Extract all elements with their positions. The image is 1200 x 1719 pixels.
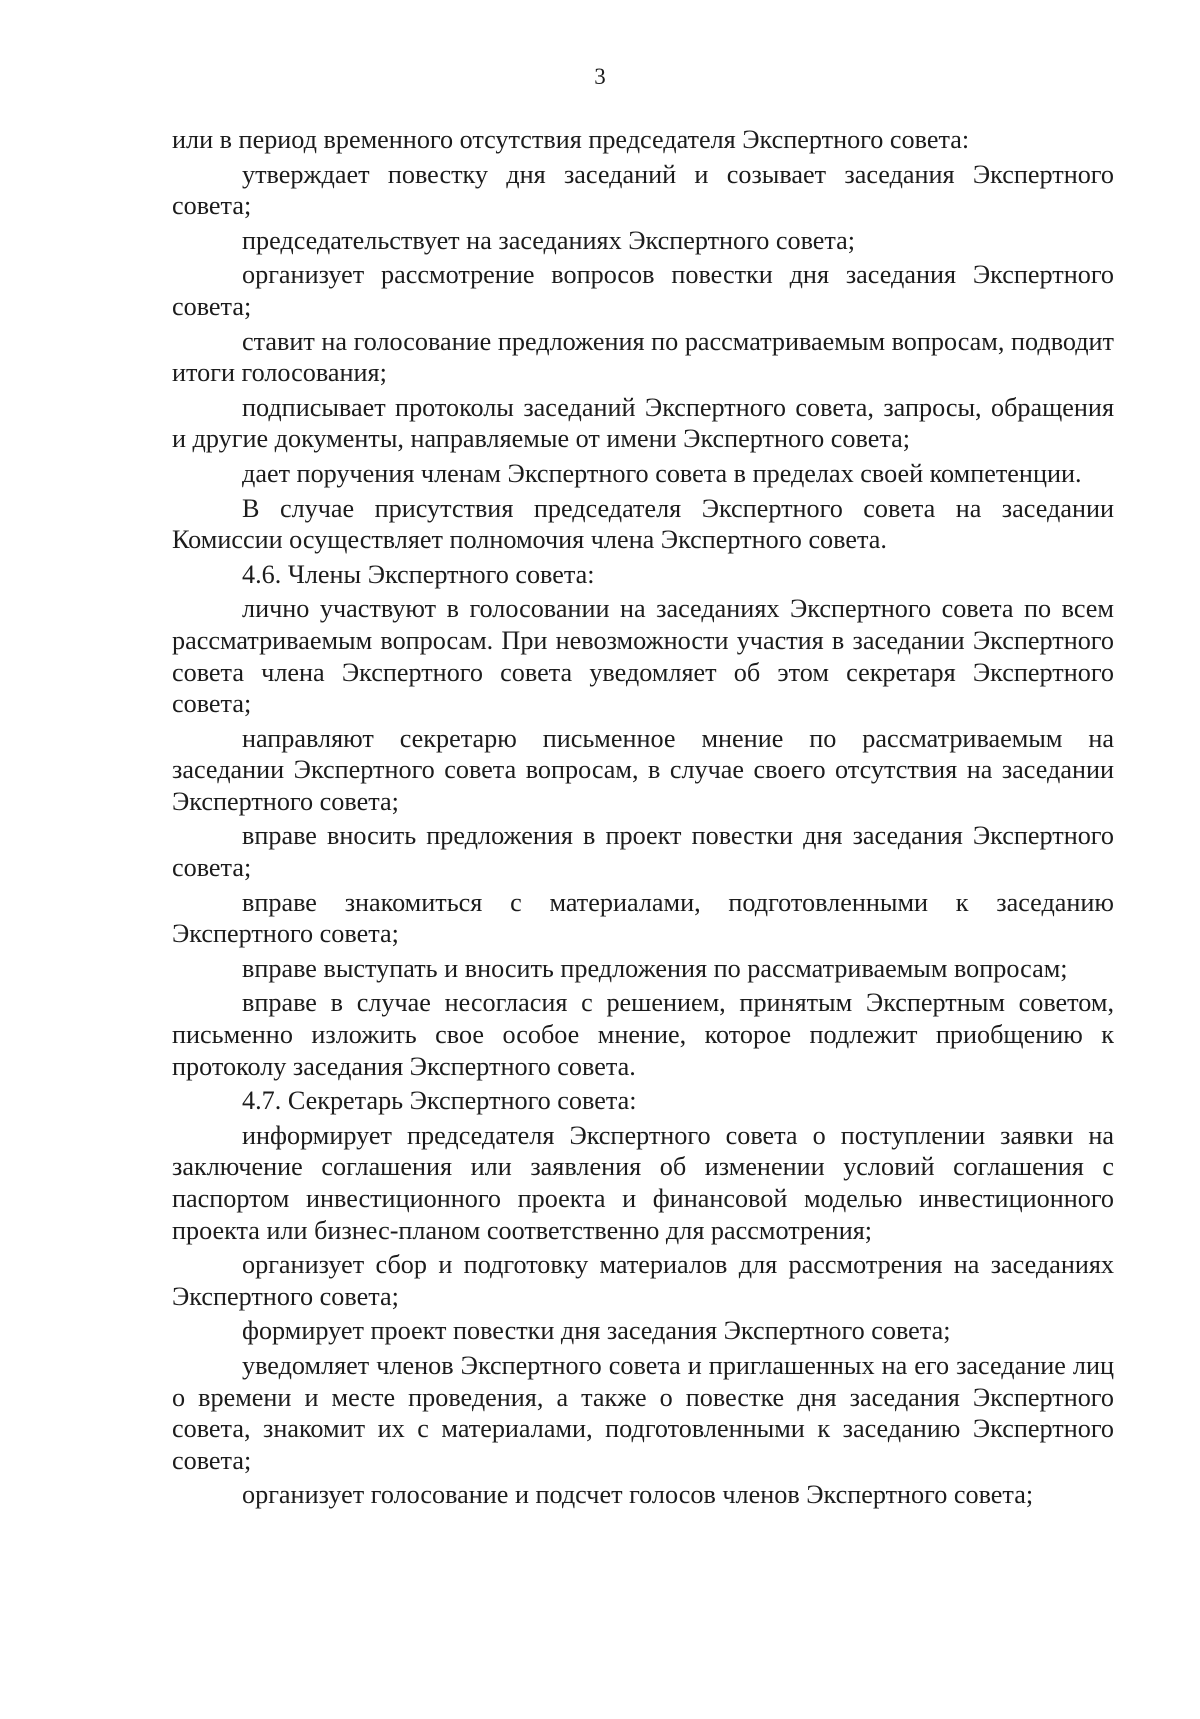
paragraph: вправе вносить предложения в проект повестки дня заседания Экспертного совета;	[172, 821, 1114, 883]
paragraph: организует рассмотрение вопросов повестки дня заседания Экспертного совета;	[172, 260, 1114, 321]
page-number: 3	[594, 64, 606, 89]
paragraph: вправе выступать и вносить предложения по рассматриваемым вопросам;	[242, 953, 1068, 983]
paragraph: или в период временного отсутствия председателя Экспертного совета:	[172, 125, 970, 154]
paragraph: информирует председателя Экспертного совета о поступлении заявки на заключение соглашения или заявления об изменении условий соглашения с паспортом инвестиционного проекта и финансовой моделью инвестиционного проекта или бизнес-планом соответственно для рассмотрения;	[172, 1120, 1114, 1245]
paragraph: уведомляет членов Экспертного совета и приглашенных на его заседание лиц о времени и месте проведения, а также о повестке дня заседания Экспертного совета, знакомит их с материалами, подготовленными к заседанию Экспертного совета;	[172, 1350, 1114, 1475]
paragraph: организует голосование и подсчет голосов членов Экспертного совета;	[242, 1480, 1034, 1510]
section-heading: 4.6. Члены Экспертного совета:	[242, 559, 595, 589]
paragraph: организует сбор и подготовку материалов для рассмотрения на заседаниях Экспертного совета;	[172, 1250, 1114, 1311]
paragraph: вправе в случае несогласия с решением, принятым Экспертным советом, письменно изложить свое особое мнение, которое подлежит приобщению к протоколу заседания Экспертного совета.	[172, 988, 1114, 1081]
paragraph: вправе знакомиться с материалами, подготовленными к заседанию Экспертного совета;	[172, 887, 1114, 949]
paragraph: формирует проект повестки дня заседания Экспертного совета;	[242, 1316, 951, 1346]
section-heading: 4.7. Секретарь Экспертного совета:	[242, 1086, 637, 1116]
paragraph: дает поручения членам Экспертного совета в пределах своей компетенции.	[242, 458, 1082, 488]
document-body	[172, 124, 1114, 1514]
paragraph: ставит на голосование предложения по рассматриваемым вопросам, подводит итоги голосования;	[172, 326, 1114, 388]
paragraph: утверждает повестку дня заседаний и созывает заседания Экспертного совета;	[172, 159, 1114, 221]
paragraph: председательствует на заседаниях Экспертного совета;	[242, 225, 856, 255]
paragraph: В случае присутствия председателя Экспертного совета на заседании Комиссии осуществляет полномочия члена Экспертного совета.	[172, 493, 1114, 555]
paragraph: лично участвуют в голосовании на заседаниях Экспертного совета по всем рассматриваемым вопросам. При невозможности участия в заседании Экспертного совета члена Экспертного совета уведомляет об этом секретаря Экспертного совета;	[172, 594, 1114, 719]
paragraph: подписывает протоколы заседаний Экспертного совета, запросы, обращения и другие документы, направляемые от имени Экспертного совета;	[172, 392, 1114, 454]
paragraph: направляют секретарю письменное мнение по рассматриваемым на заседании Экспертного совета вопросам, в случае своего отсутствия на заседании Экспертного совета;	[172, 723, 1114, 816]
